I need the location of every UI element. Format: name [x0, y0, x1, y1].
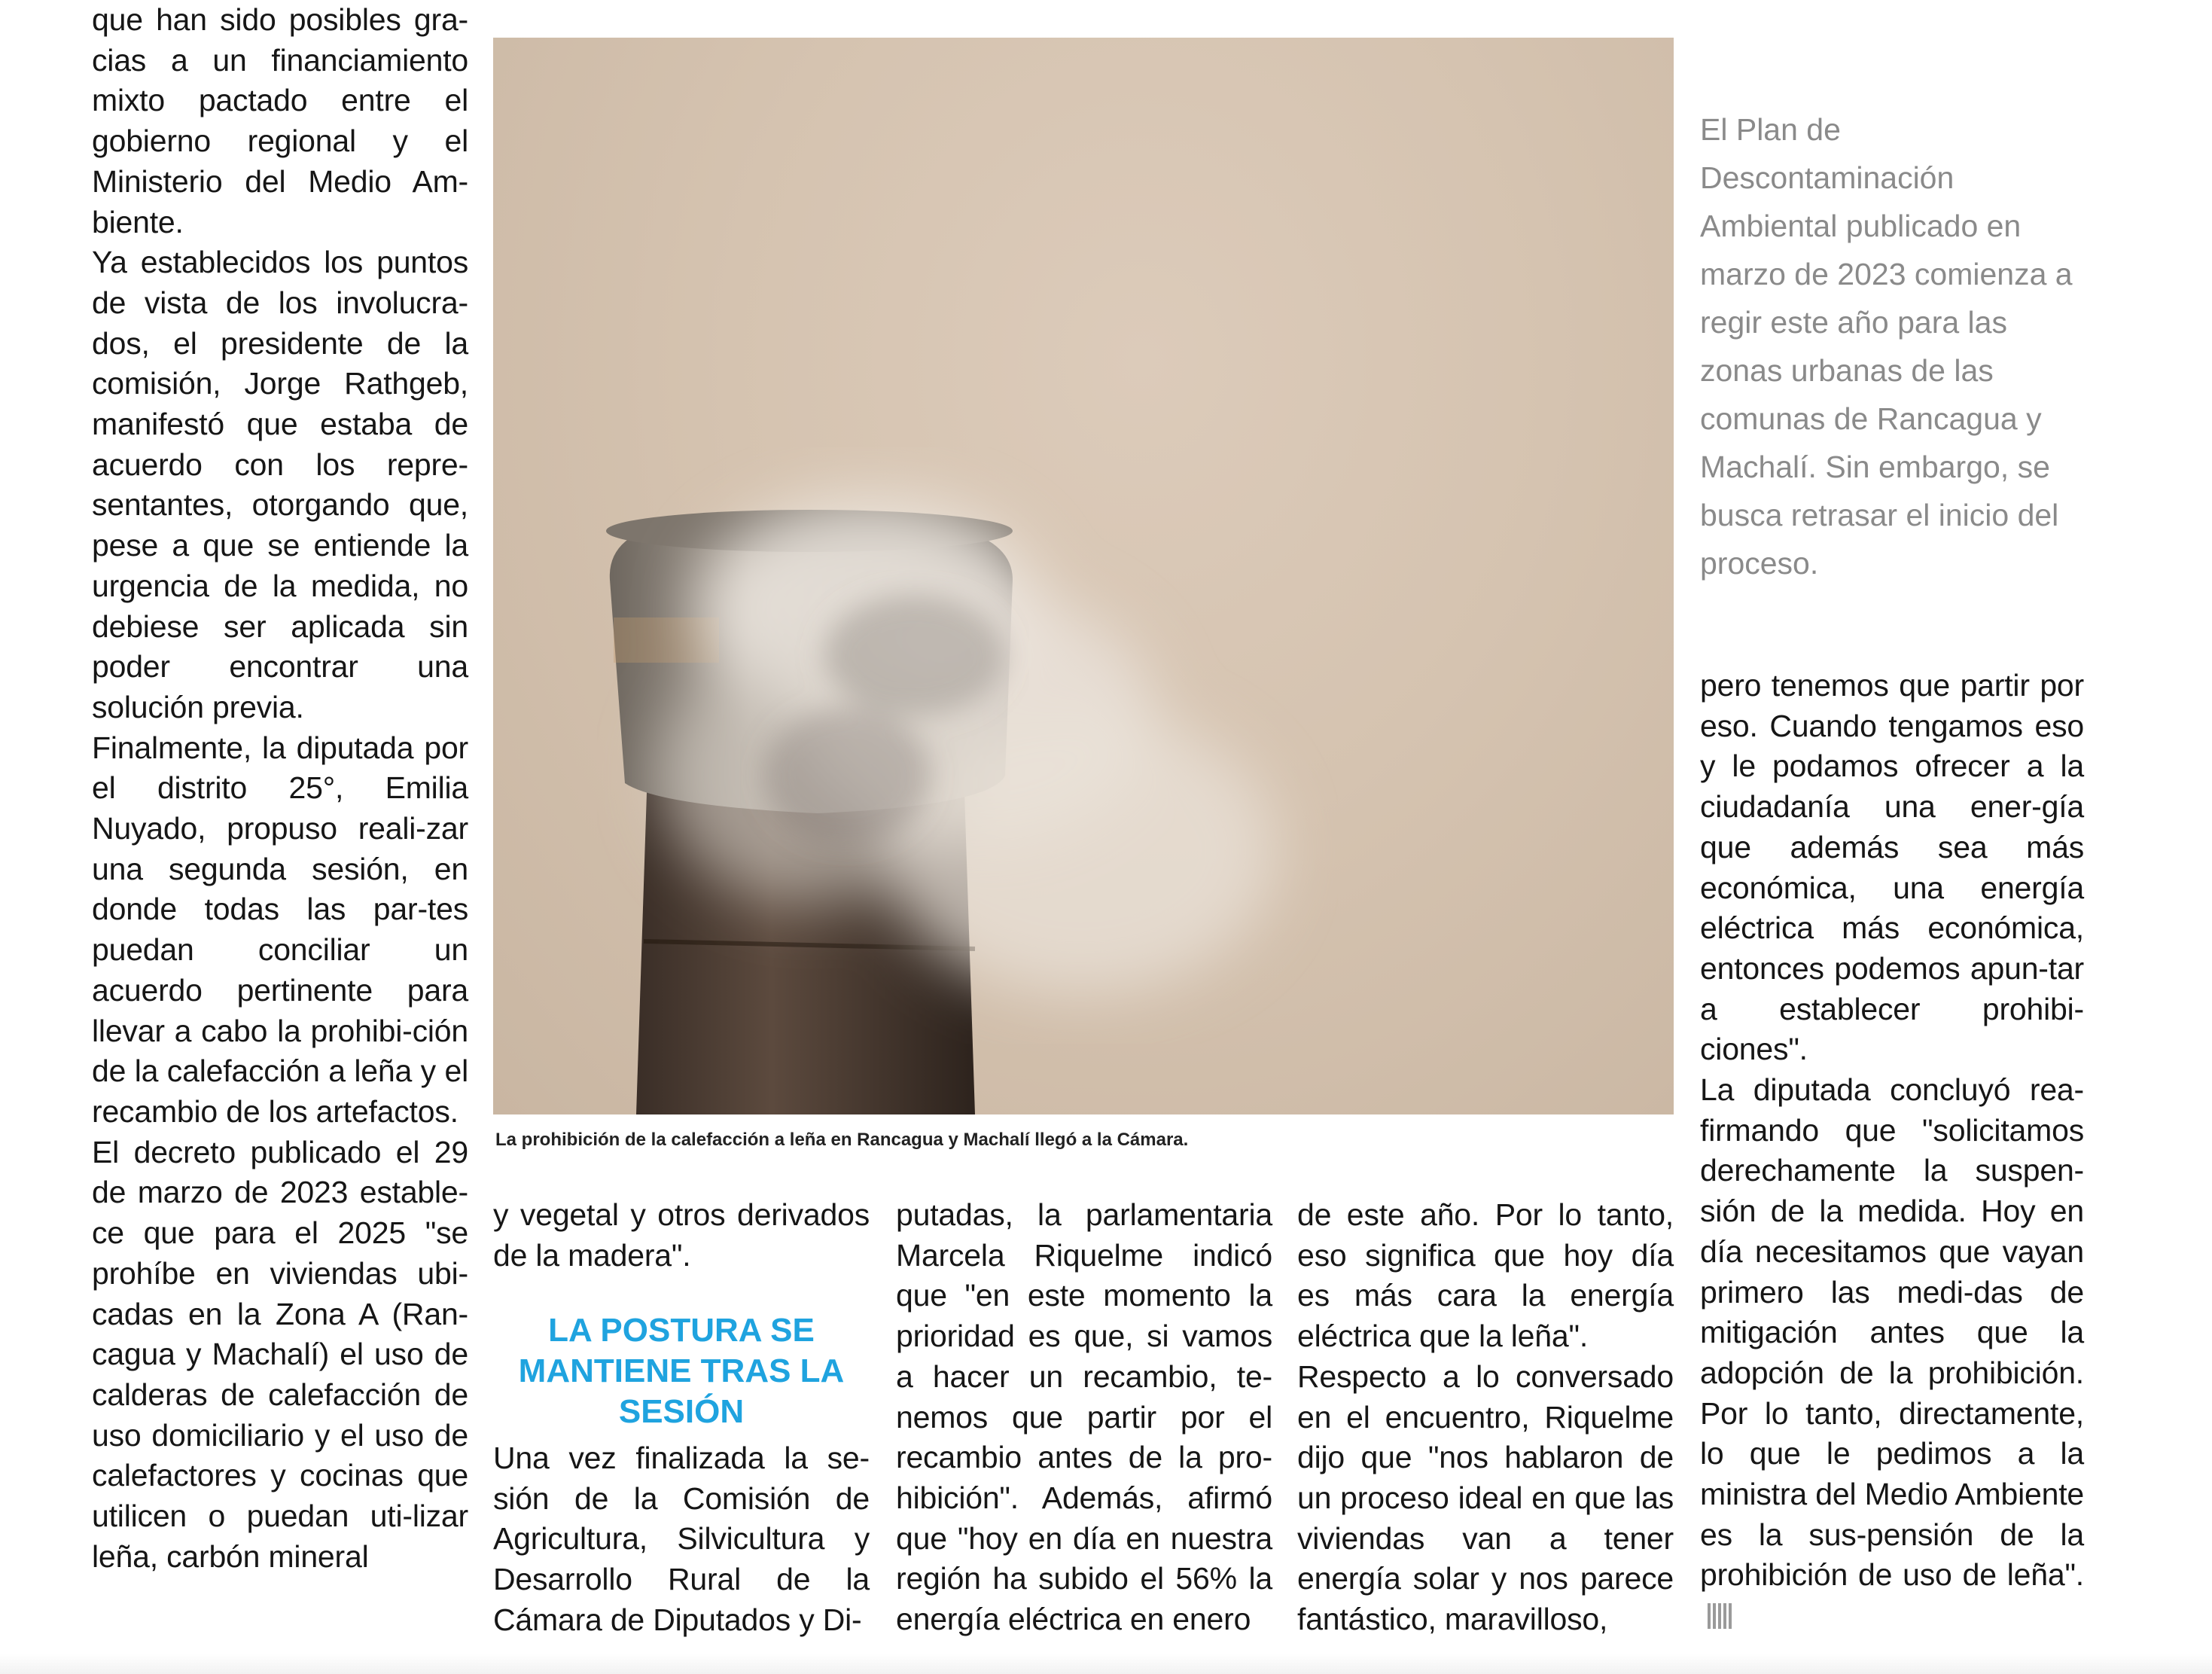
column4-paragraph-1: de este año. Por lo tanto, eso significa que hoy día es más cara la energía eléctrica que la leña". [1297, 1197, 1674, 1354]
column5-paragraph-2: La diputada concluyó rea-firmando que "solicitamos derechamente la suspen-sión de la medida. Hoy en día necesitamos que vayan primero las medi-das de mitigación antes que la adopción de la prohibición. Por lo tanto, directamente, lo que le pedimos a la ministra del Medio Ambiente es la sus-pensión de la prohibición de uso de leña". [1700, 1072, 2084, 1593]
pull-quote: El Plan de Descontaminación Ambiental publicado en marzo de 2023 comienza a regir este año para las zonas urbanas de las comunas de Rancagua y Machalí. Sin embargo, se busca retrasar el inicio del proceso. [1700, 112, 2073, 581]
section-subhead: LA POSTURA SE MANTIENE TRAS LA SESIÓN [518, 1312, 845, 1430]
column1-paragraph-4: El decreto publicado el 29 de marzo de 2023 estable-ce que para el 2025 "se prohíbe en viviendas ubi-cadas en la Zona A (Ran-cagua y Machalí) el uso de calderas de calefacción de uso domiciliario y el uso de calefactores y cocinas que utilicen o puedan uti-lizar leña, carbón mineral [92, 1134, 468, 1574]
column4-paragraph-2: Respecto a lo conversado en el encuentro, Riquelme dijo que "nos hablaron de un proceso ideal en que las viviendas van a tener energía solar y nos parece fantástico, maravilloso, [1297, 1358, 1674, 1637]
article-column-4 [1297, 1195, 1674, 1640]
column1-paragraph-1: que han sido posibles gra-cias a un financiamiento mixto pactado entre el gobierno regional y el Ministerio del Medio Am-biente. [92, 2, 468, 239]
column1-paragraph-3: Finalmente, la diputada por el distrito 25°, Emilia Nuyado, propuso reali-zar una segunda sesión, en donde todas las par-tes puedan conciliar un acuerdo pertinente para llevar a cabo la prohibi-ción de la calefacción a leña y el recambio de los artefactos. [92, 730, 468, 1129]
article-column-5 [1700, 666, 2084, 1636]
column5-paragraph-1: pero tenemos que partir por eso. Cuando tengamos eso y le podamos ofrecer a la ciudadanía una ener-gía que además sea más económica, una energía eléctrica más económica, entonces podemos apun-tar a establecer prohibi-ciones". [1700, 668, 2084, 1067]
article-end-mark-icon [1708, 1603, 1732, 1629]
photo-caption: La prohibición de la calefacción a leña en Rancagua y Machalí llegó a la Cámara. [495, 1130, 1189, 1150]
article-photo [493, 38, 1674, 1114]
chimney-smoke-illustration [493, 38, 1674, 1114]
article-column-3 [896, 1195, 1272, 1640]
column1-paragraph-2: Ya establecidos los puntos de vista de los involucra-dos, el presidente de la comisión, Jorge Rathgeb, manifestó que estaba de acuerdo con los repre-sentantes, otorgando que, pese a que se entiende la urgencia de la medida, no debiese ser aplicada sin poder encontrar una solución previa. [92, 245, 468, 724]
page-fold-shadow [0, 1654, 2212, 1674]
article-column-2-body [493, 1438, 870, 1641]
column3-paragraph: putadas, la parlamentaria Marcela Riquelme indicó que "en este momento la prioridad es que, si vamos a hacer un recambio, te-nemos que partir por el recambio antes de la pro-hibición". Además, afirmó que "hoy en día en nuestra región ha subido el 56% la energía eléctrica en enero [896, 1197, 1272, 1637]
article-column-2 [493, 1195, 870, 1276]
column2-paragraph: Una vez finalizada la se-sión de la Comisión de Agricultura, Silvicultura y Desarrollo Rural de la Cámara de Diputados y Di- [493, 1441, 870, 1637]
column2-lead-paragraph: y vegetal y otros derivados de la madera". [493, 1197, 870, 1273]
article-column-1 [92, 0, 468, 1577]
